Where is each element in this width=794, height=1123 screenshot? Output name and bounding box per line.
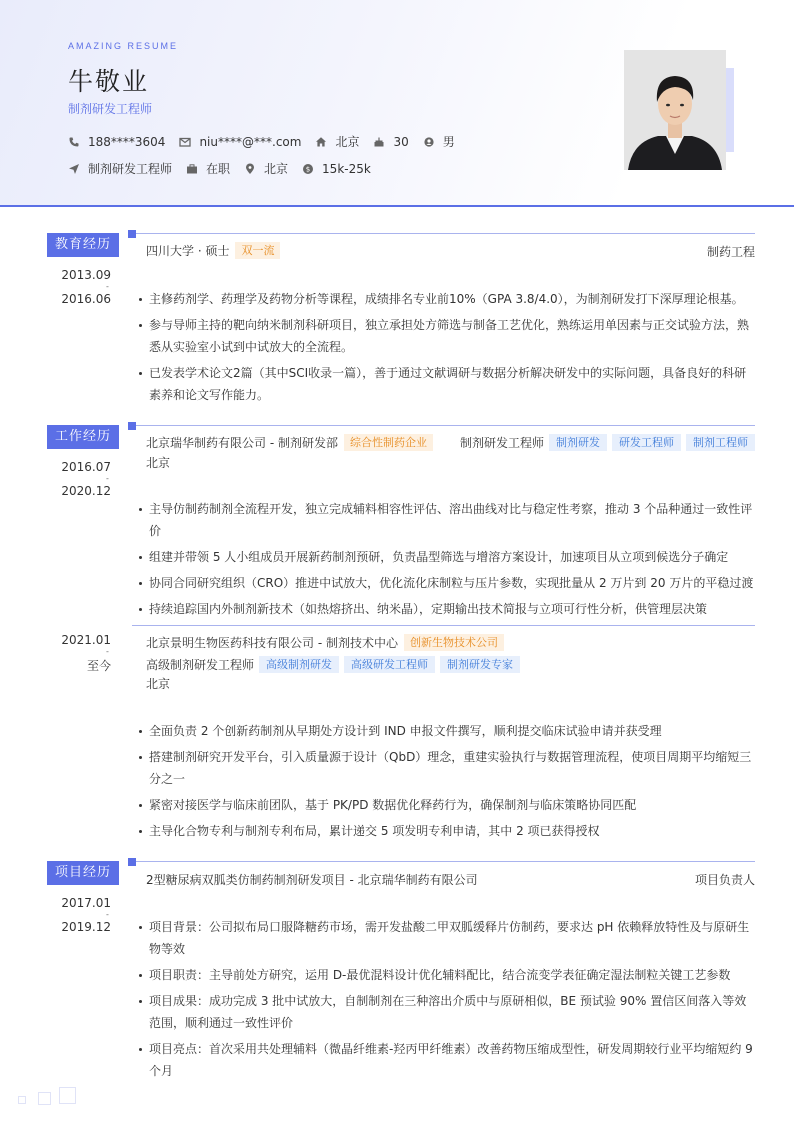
list-item: 紧密对接医学与临床前团队，基于 PK/PD 数据优化释药行为，确保制剂与临床策略协同匹配 <box>135 794 755 816</box>
location-pin-icon <box>244 163 256 175</box>
education-start-date: 2013.09 <box>61 268 111 282</box>
money-icon <box>302 163 314 175</box>
salary-range: 15k-25k <box>322 161 371 176</box>
list-item: 已发表学术论文2篇（其中SCI收录一篇），善于通过文献调研与数据分析解决研发中的实际问题，具备良好的科研素养和论文写作能力。 <box>135 362 755 406</box>
job-position: 制剂研发工程师 <box>459 436 544 450</box>
job-tag: 研发工程师 <box>612 434 681 451</box>
job-start-date: 2021.01 <box>61 633 111 647</box>
list-item: 项目成果：成功完成 3 批中试放大，自制制剂在三种溶出介质中与原研相似，BE 预试验 90% 置信区间落入等效范围，顺利通过一致性评价 <box>135 990 755 1034</box>
footer-decoration <box>18 1096 26 1104</box>
salary-info <box>302 162 371 176</box>
section-marker <box>128 422 136 430</box>
job-company-line <box>146 634 504 651</box>
education-end-date: 2016.06 <box>61 292 111 306</box>
job-tag: 制剂研发专家 <box>440 656 520 673</box>
date-dash: - <box>106 474 109 483</box>
company-name: 北京瑞华制药有限公司 - 制剂研发部 <box>146 436 338 450</box>
job-position-line <box>146 656 520 673</box>
work-section-title: 工作经历 <box>47 425 119 449</box>
project-bullets <box>135 916 755 1086</box>
cake-icon <box>373 136 385 148</box>
job-tag: 高级制剂研发 <box>259 656 339 673</box>
candidate-name: 牛敬业 <box>68 67 150 96</box>
project-section-title: 项目经历 <box>47 861 119 885</box>
section-divider <box>136 233 755 234</box>
project-name: 2型糖尿病双胍类仿制药制剂研发项目 - 北京瑞华制药有限公司 <box>146 873 478 887</box>
mail-icon <box>179 136 191 148</box>
list-item: 主导仿制药制剂全流程开发，独立完成辅料相容性评估、溶出曲线对比与稳定性考察，推动 3 个品种通过一致性评价 <box>135 498 755 542</box>
list-item: 协同合同研究组织（CRO）推进中试放大，优化流化床制粒与压片参数，实现批量从 2 万片到 20 万片的平稳过渡 <box>135 572 755 594</box>
job-tag: 制剂工程师 <box>686 434 755 451</box>
email-address: niu****@***.com <box>199 134 302 149</box>
job-status: 在职 <box>206 162 231 176</box>
list-item: 项目背景：公司拟布局口服降糖药市场，需开发盐酸二甲双胍缓释片仿制药，要求达 pH 依赖释放特性及与原研生物等效 <box>135 916 755 960</box>
resume-tagline: AMAZING RESUME <box>68 41 179 51</box>
company-tag: 综合性制药企业 <box>344 434 433 451</box>
section-divider <box>136 425 755 426</box>
school-name: 四川大学 · 硕士 <box>146 244 230 258</box>
home-icon <box>315 136 327 148</box>
list-item: 主导化合物专利与制剂专利布局，累计递交 5 项发明专利申请，其中 2 项已获得授权 <box>135 820 755 842</box>
age-value: 30 <box>393 134 409 149</box>
job-location: 北京 <box>146 677 171 691</box>
job-intent-row <box>68 160 385 177</box>
list-item: 全面负责 2 个创新药制剂从早期处方设计到 IND 申报文件撰写，顺利提交临床试验申请并获受理 <box>135 720 755 742</box>
company-tag: 创新生物技术公司 <box>404 634 504 651</box>
phone-info <box>68 135 165 149</box>
phone-icon <box>68 136 80 148</box>
list-item: 项目亮点：首次采用共处理辅料（微晶纤维素-羟丙甲纤维素）改善药物压缩成型性，研发周期较行业平均缩短约 9 个月 <box>135 1038 755 1082</box>
job-company-line <box>146 434 433 451</box>
job-tag: 制剂研发 <box>549 434 607 451</box>
list-item: 参与导师主持的靶向纳米制剂科研项目，独立承担处方筛选与制备工艺优化，熟练运用单因素与正交试验方法，熟悉从实验室小试到中试放大的全流程。 <box>135 314 755 358</box>
profile-photo <box>624 50 726 170</box>
list-item: 组建并带领 5 人小组成员开展新药制剂预研，负责晶型筛选与增溶方案设计，加速项目从立项到候选分子确定 <box>135 546 755 568</box>
briefcase-icon <box>186 163 198 175</box>
job-end-date: 至今 <box>86 659 111 673</box>
job-position-line <box>460 434 755 451</box>
email-info <box>179 135 301 149</box>
date-dash: - <box>106 282 109 291</box>
resume-header <box>0 0 794 207</box>
contact-row <box>68 133 469 150</box>
svg-text:$: $ <box>305 165 311 173</box>
gender-info <box>423 133 455 150</box>
list-item: 项目职责：主导前处方研究，运用 D-最优混料设计优化辅料配比，结合流变学表征确定湿法制粒关键工艺参数 <box>135 964 755 986</box>
list-item: 主修药剂学、药理学及药物分析等课程，成绩排名专业前10%（GPA 3.8/4.0），为制剂研发打下深厚理论根基。 <box>135 288 755 310</box>
gender-value: 男 <box>442 135 455 149</box>
job-start-date: 2016.07 <box>61 460 111 474</box>
job-position: 高级制剂研发工程师 <box>146 658 255 672</box>
section-divider <box>136 861 755 862</box>
project-start-date: 2017.01 <box>61 896 111 910</box>
job-end-date: 2020.12 <box>61 484 111 498</box>
gender-icon <box>423 136 435 148</box>
education-section-title: 教育经历 <box>47 233 119 257</box>
target-city: 北京 <box>264 162 289 176</box>
age-info <box>373 135 408 149</box>
footer-decoration <box>59 1087 76 1104</box>
date-dash: - <box>106 910 109 919</box>
education-school-line <box>146 242 280 259</box>
section-marker <box>128 230 136 238</box>
education-bullets <box>135 288 755 410</box>
footer-decoration <box>38 1092 51 1105</box>
status-info <box>186 160 230 177</box>
job-bullets <box>135 498 755 624</box>
job-tag: 高级研发工程师 <box>344 656 435 673</box>
send-icon <box>68 163 80 175</box>
list-item: 持续追踪国内外制剂新技术（如热熔挤出、纳米晶），定期输出技术简报与立项可行性分析，供管理层决策 <box>135 598 755 620</box>
date-dash: - <box>106 647 109 656</box>
home-info <box>315 133 359 150</box>
list-item: 搭建制剂研究开发平台，引入质量源于设计（QbD）理念，重建实验执行与数据管理流程，使项目周期平均缩短三分之一 <box>135 746 755 790</box>
target-job: 制剂研发工程师 <box>88 162 173 176</box>
target-job-info <box>68 160 172 177</box>
education-major: 制药工程 <box>706 245 755 259</box>
job-divider <box>132 625 755 626</box>
candidate-title: 制剂研发工程师 <box>68 102 153 116</box>
project-role: 项目负责人 <box>694 873 755 887</box>
company-name: 北京景明生物医药科技有限公司 - 制剂技术中心 <box>146 636 398 650</box>
home-city: 北京 <box>335 135 360 149</box>
job-location: 北京 <box>146 456 171 470</box>
section-marker <box>128 858 136 866</box>
project-end-date: 2019.12 <box>61 920 111 934</box>
job-bullets <box>135 720 755 846</box>
school-tag: 双一流 <box>235 242 280 259</box>
city-info <box>244 160 288 177</box>
phone-number: 188****3604 <box>88 134 166 149</box>
